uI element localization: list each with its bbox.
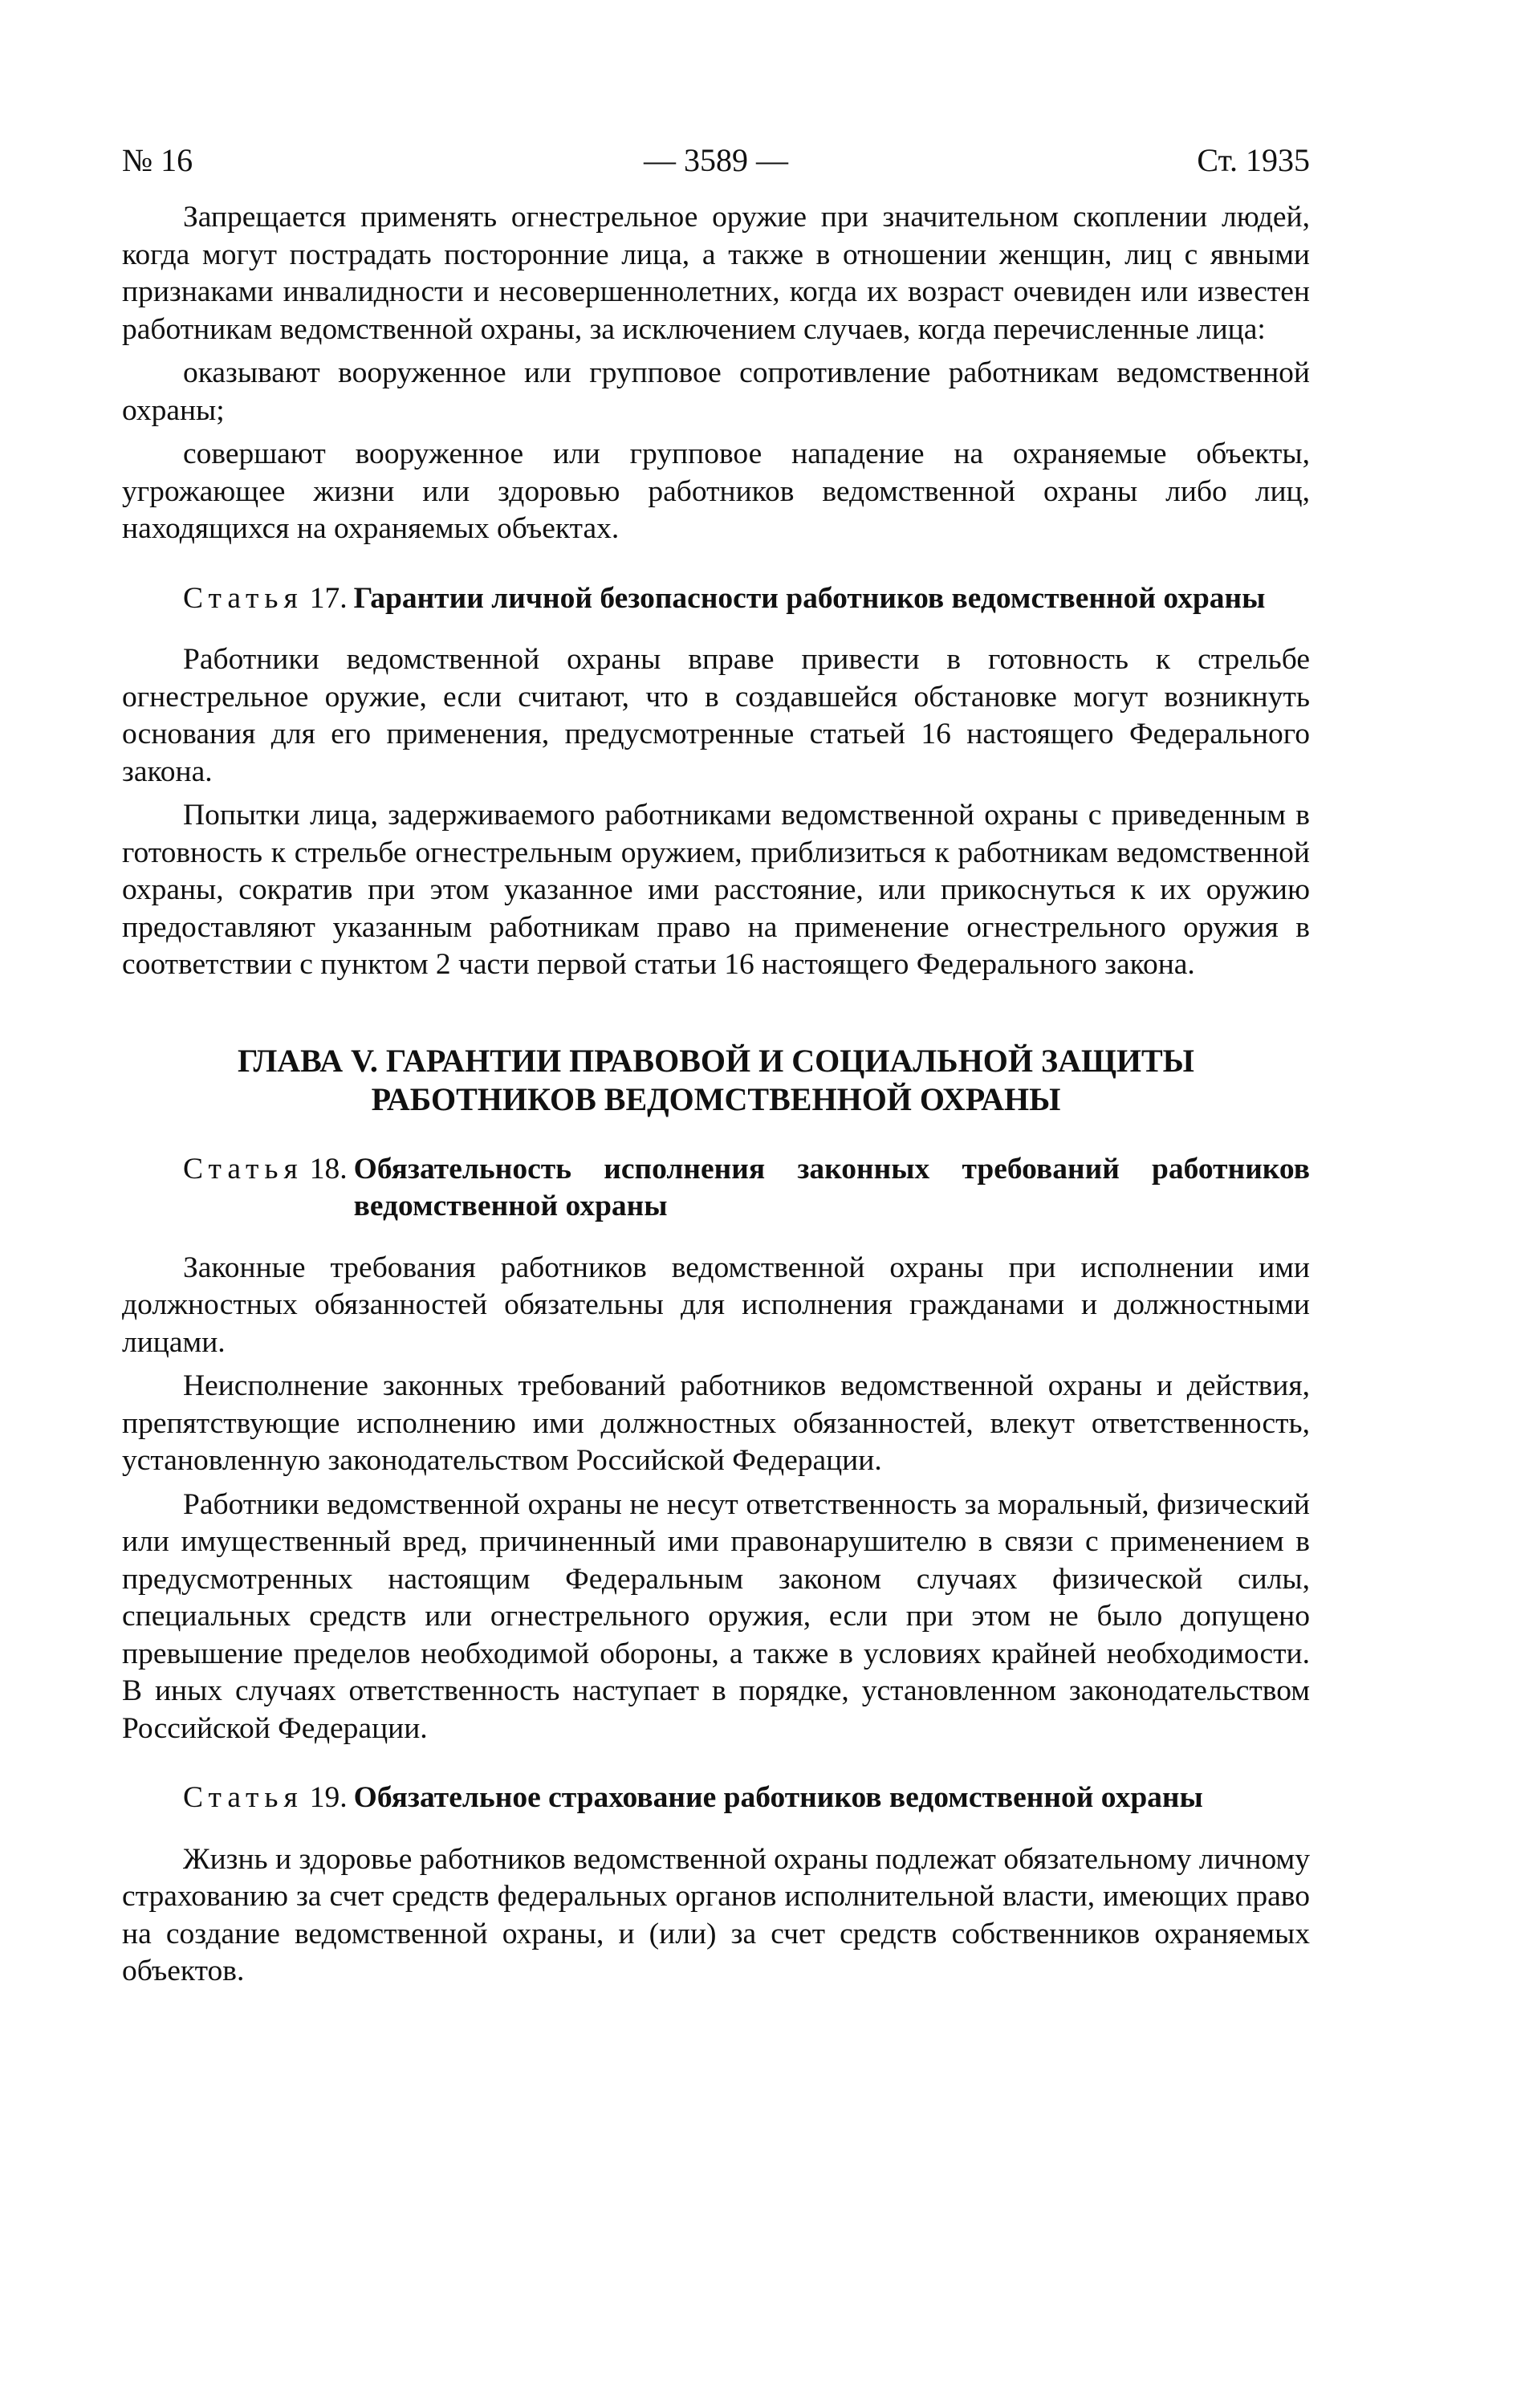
article-title: Обязательность исполнения законных требований работников ведомственной охраны bbox=[353, 1152, 1310, 1222]
article-number: 19. bbox=[309, 1781, 348, 1814]
paragraph: оказывают вооруженное или групповое сопротивление работникам ведомственной охраны; bbox=[122, 356, 1310, 427]
article-19-heading bbox=[122, 1780, 1310, 1817]
article-label: Статья bbox=[183, 1781, 303, 1814]
article-number: 17. bbox=[309, 581, 348, 615]
chapter-title-line: РАБОТНИКОВ ВЕДОМСТВЕННОЙ ОХРАНЫ bbox=[371, 1080, 1061, 1117]
issue-number: № 16 bbox=[122, 142, 193, 178]
paragraph: Неисполнение законных требований работников ведомственной охраны и действия, препятствующие исполнению ими должностных обязанностей, влекут ответственность, установленную законодательством Российской Федерации. bbox=[122, 1369, 1310, 1477]
article-18-heading bbox=[122, 1151, 1310, 1226]
paragraph: Запрещается применять огнестрельное оружие при значительном скоплении людей, когда могут пострадать посторонние лица, а также в отношении женщин, лиц с явными признаками инвалидности и несовершеннолетних, когда их возраст очевиден или известен работникам ведомственной охраны, за исключением случаев, когда перечисленные лица: bbox=[122, 201, 1310, 346]
page-header bbox=[122, 136, 1310, 185]
paragraph: Законные требования работников ведомственной охраны при исполнении ими должностных обязанностей обязательны для исполнения гражданами и должностными лицами. bbox=[122, 1251, 1310, 1359]
article-label: Статья bbox=[183, 581, 303, 615]
paragraph: Жизнь и здоровье работников ведомственной охраны подлежат обязательному личному страхованию за счет средств федеральных органов исполнительной власти, имеющих право на создание ведомственной охраны, и (или) за счет средств собственников охраняемых объектов. bbox=[122, 1842, 1310, 1987]
article-reference: Ст. 1935 bbox=[1197, 142, 1310, 178]
paragraph: Попытки лица, задерживаемого работниками ведомственной охраны с приведенным в готовность к стрельбе огнестрельным оружием, приблизиться к работникам ведомственной охраны, сократив при этом указанное ими расстояние, или прикоснуться к их оружию предоставляют указанным работникам право на применение огнестрельного оружия в соответствии с пунктом 2 части первой статьи 16 настоящего Федерального закона. bbox=[122, 799, 1310, 981]
article-label: Статья bbox=[183, 1152, 303, 1186]
article-number: 18. bbox=[309, 1152, 348, 1186]
article-17-heading bbox=[122, 580, 1310, 618]
paragraph: Работники ведомственной охраны не несут ответственность за моральный, физический или имущественный вред, причиненный ими правонарушителю в связи с применением в предусмотренных настоящим Федеральным законом случаях физической силы, специальных средств или огнестрельного оружия, если при этом не было допущено превышение пределов необходимой обороны, а также в условиях крайней необходимости. В иных случаях ответственность наступает в порядке, установленном законодательством Российской Федерации. bbox=[122, 1487, 1310, 1745]
chapter-5-heading bbox=[122, 1042, 1310, 1119]
paragraph: совершают вооруженное или групповое нападение на охраняемые объекты, угрожающее жизни или здоровью работников ведомственной охраны либо лиц, находящихся на охраняемых объектах. bbox=[122, 437, 1310, 545]
paragraph: Работники ведомственной охраны вправе привести в готовность к стрельбе огнестрельное оружие, если считают, что в создавшейся обстановке могут возникнуть основания для его применения, предусмотренные статьей 16 настоящего Федерального закона. bbox=[122, 643, 1310, 788]
article-title: Гарантии личной безопасности работников ведомственной охраны bbox=[353, 581, 1266, 615]
page-number: — 3589 — bbox=[644, 142, 788, 178]
chapter-title-line: ГЛАВА V. ГАРАНТИИ ПРАВОВОЙ И СОЦИАЛЬНОЙ ЗАЩИТЫ bbox=[238, 1042, 1194, 1079]
article-title: Обязательное страхование работников ведомственной охраны bbox=[353, 1781, 1203, 1814]
document-body bbox=[122, 199, 1310, 1991]
